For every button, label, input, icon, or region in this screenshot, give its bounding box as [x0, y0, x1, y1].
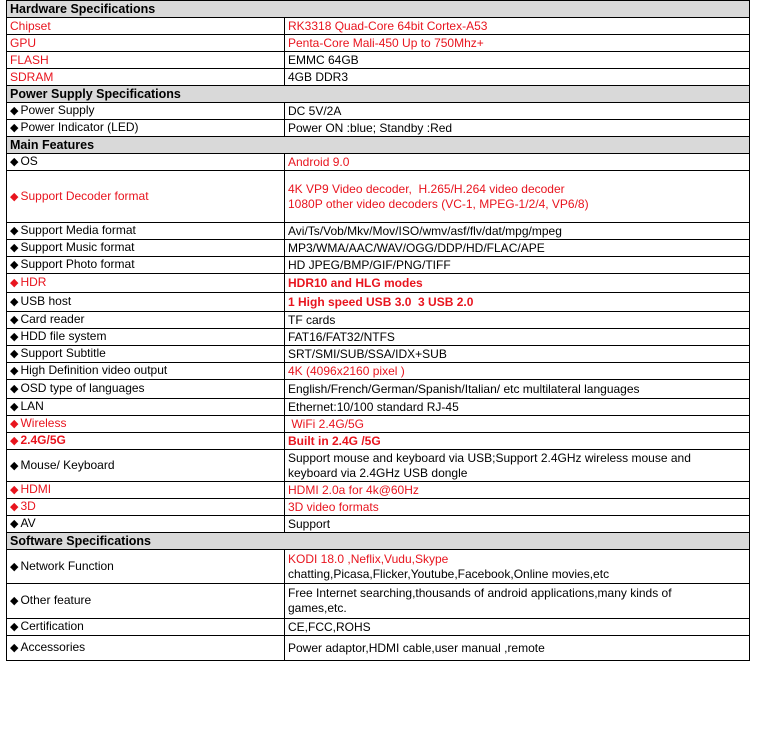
section-title: Main Features — [7, 137, 750, 154]
spec-value-cell — [285, 450, 750, 482]
spec-label: FLASH — [10, 52, 49, 67]
diamond-icon: ◆ — [10, 156, 19, 168]
spec-row — [7, 329, 750, 346]
spec-value-line: Avi/Ts/Vob/Mkv/Mov/ISO/wmv/asf/flv/dat/mpg/mpeg — [288, 223, 562, 238]
spec-row — [7, 346, 750, 363]
spec-label-cell — [7, 380, 285, 399]
spec-value-cell — [285, 482, 750, 499]
spec-value-line: Penta-Core Mali-450 Up to 750Mhz+ — [288, 35, 484, 50]
spec-label: Network Function — [20, 558, 114, 573]
diamond-icon: ◆ — [10, 225, 19, 237]
spec-value-line: RK3318 Quad-Core 64bit Cortex-A53 — [288, 18, 488, 33]
spec-table — [6, 0, 750, 661]
spec-row — [7, 103, 750, 120]
spec-value-cell — [285, 154, 750, 171]
spec-value-cell — [285, 363, 750, 380]
spec-row — [7, 154, 750, 171]
diamond-icon: ◆ — [10, 642, 19, 654]
spec-value-cell — [285, 274, 750, 293]
spec-label-cell — [7, 257, 285, 274]
diamond-icon: ◆ — [10, 190, 19, 203]
section-title: Software Specifications — [7, 533, 750, 550]
diamond-icon: ◆ — [10, 314, 19, 326]
spec-value-line: 4GB DDR3 — [288, 69, 349, 84]
spec-label-cell — [7, 154, 285, 171]
spec-label: 3D — [20, 499, 36, 513]
spec-label: Mouse/ Keyboard — [20, 457, 115, 472]
spec-label-cell — [7, 416, 285, 433]
spec-row — [7, 399, 750, 416]
spec-table-body — [7, 1, 750, 661]
spec-row — [7, 363, 750, 380]
spec-label: Support Photo format — [20, 257, 135, 271]
spec-label-cell — [7, 293, 285, 312]
diamond-icon: ◆ — [10, 122, 19, 134]
spec-label-cell — [7, 433, 285, 450]
diamond-icon: ◆ — [10, 418, 19, 430]
spec-label: OSD type of languages — [20, 381, 145, 395]
spec-value-line: MP3/WMA/AAC/WAV/OGG/DDP/HD/FLAC/APE — [288, 240, 545, 255]
spec-label: Power Supply — [20, 103, 95, 117]
diamond-icon: ◆ — [10, 365, 19, 377]
spec-label-cell — [7, 499, 285, 516]
spec-label-cell — [7, 619, 285, 636]
spec-value-cell — [285, 399, 750, 416]
spec-row — [7, 18, 750, 35]
spec-label: Support Media format — [20, 223, 136, 237]
spec-label-cell — [7, 399, 285, 416]
diamond-icon: ◆ — [10, 383, 19, 395]
spec-label-cell — [7, 120, 285, 137]
spec-label-cell — [7, 52, 285, 69]
diamond-icon: ◆ — [10, 560, 19, 573]
spec-value-line: HDMI 2.0a for 4k@60Hz — [288, 482, 419, 497]
spec-label: Certification — [20, 619, 84, 633]
spec-row — [7, 433, 750, 450]
spec-value-cell — [285, 499, 750, 516]
spec-label: Other feature — [20, 593, 92, 607]
spec-value-line: games,etc. — [288, 601, 347, 615]
diamond-icon: ◆ — [10, 621, 19, 633]
diamond-icon: ◆ — [10, 348, 19, 360]
diamond-icon: ◆ — [10, 259, 19, 271]
spec-value-cell — [285, 433, 750, 450]
diamond-icon: ◆ — [10, 401, 19, 413]
spec-value-line: Power adaptor,HDMI cable,user manual ,remote — [288, 640, 545, 655]
spec-label: HDD file system — [20, 329, 107, 343]
spec-value-line: 1 High speed USB 3.0 3 USB 2.0 — [288, 294, 474, 309]
diamond-icon: ◆ — [10, 501, 19, 513]
spec-value-line: chatting,Picasa,Flicker,Youtube,Facebook,Online movies,etc — [288, 566, 610, 581]
spec-value-line: Power ON :blue; Standby :Red — [288, 120, 453, 135]
spec-value-cell — [285, 346, 750, 363]
diamond-icon: ◆ — [10, 277, 19, 289]
spec-row — [7, 171, 750, 223]
section-header — [7, 1, 750, 18]
spec-value-line: 3D video formats — [288, 499, 379, 514]
spec-row — [7, 274, 750, 293]
spec-label-cell — [7, 103, 285, 120]
section-title: Hardware Specifications — [7, 1, 750, 18]
spec-label: Chipset — [10, 18, 51, 33]
spec-label: SDRAM — [10, 69, 54, 84]
spec-value-line: HD JPEG/BMP/GIF/PNG/TIFF — [288, 257, 451, 272]
spec-label: HDMI — [20, 482, 52, 496]
spec-value-line: CE,FCC,ROHS — [288, 619, 371, 634]
spec-label: GPU — [10, 35, 37, 50]
spec-label: Support Subtitle — [20, 346, 106, 360]
section-header — [7, 137, 750, 154]
spec-label: Accessories — [20, 640, 86, 654]
spec-label: Support Decoder format — [20, 188, 149, 203]
spec-row — [7, 120, 750, 137]
spec-label-cell — [7, 223, 285, 240]
spec-row — [7, 52, 750, 69]
spec-row — [7, 257, 750, 274]
spec-value-line: Ethernet:10/100 standard RJ-45 — [288, 399, 459, 414]
spec-value-line: EMMC 64GB — [288, 52, 359, 67]
spec-label-cell — [7, 240, 285, 257]
spec-row — [7, 584, 750, 619]
spec-value-cell — [285, 516, 750, 533]
spec-label-cell — [7, 35, 285, 52]
diamond-icon: ◆ — [10, 331, 19, 343]
spec-value-cell — [285, 103, 750, 120]
spec-value-line: Support mouse and keyboard via USB;Support 2.4GHz wireless mouse and — [288, 450, 691, 465]
spec-value-line: Built in 2.4G /5G — [288, 433, 381, 448]
spec-value-cell — [285, 69, 750, 86]
spec-row — [7, 69, 750, 86]
spec-label: Power Indicator (LED) — [20, 120, 139, 134]
spec-label-cell — [7, 450, 285, 482]
spec-value-line: KODI 18.0 ,Neflix,Vudu,Skype — [288, 551, 449, 566]
diamond-icon: ◆ — [10, 242, 19, 254]
spec-label: AV — [20, 516, 36, 530]
spec-value-line: FAT16/FAT32/NTFS — [288, 329, 395, 344]
spec-label: Wireless — [20, 416, 67, 430]
spec-value-line: Support — [288, 516, 331, 531]
spec-row — [7, 35, 750, 52]
spec-label-cell — [7, 69, 285, 86]
spec-value-cell — [285, 380, 750, 399]
spec-label-cell — [7, 516, 285, 533]
section-title: Power Supply Specifications — [7, 86, 750, 103]
diamond-icon: ◆ — [10, 296, 19, 308]
spec-row — [7, 499, 750, 516]
spec-value-cell — [285, 257, 750, 274]
spec-value-line: DC 5V/2A — [288, 103, 342, 118]
spec-value-cell — [285, 120, 750, 137]
spec-row — [7, 482, 750, 499]
spec-label-cell — [7, 171, 285, 223]
spec-value-line: HDR10 and HLG modes — [288, 275, 423, 290]
spec-label: High Definition video output — [20, 363, 168, 377]
spec-value-cell — [285, 636, 750, 661]
spec-value-cell — [285, 52, 750, 69]
spec-value-cell — [285, 584, 750, 619]
diamond-icon: ◆ — [10, 459, 19, 472]
spec-value-cell — [285, 619, 750, 636]
spec-row — [7, 416, 750, 433]
spec-label: Card reader — [20, 312, 85, 326]
diamond-icon: ◆ — [10, 435, 19, 447]
spec-value-line: Free Internet searching,thousands of android applications,many kinds of — [288, 586, 672, 600]
spec-value-cell — [285, 240, 750, 257]
spec-row — [7, 240, 750, 257]
spec-value-line: TF cards — [288, 312, 336, 327]
spec-value-line: Android 9.0 — [288, 154, 350, 169]
spec-value-cell — [285, 35, 750, 52]
spec-row — [7, 223, 750, 240]
spec-row — [7, 619, 750, 636]
diamond-icon: ◆ — [10, 105, 19, 117]
diamond-icon: ◆ — [10, 484, 19, 496]
spec-label-cell — [7, 636, 285, 661]
spec-label: HDR — [20, 275, 47, 289]
spec-label-cell — [7, 584, 285, 619]
spec-row — [7, 516, 750, 533]
spec-value-cell — [285, 312, 750, 329]
spec-label-cell — [7, 482, 285, 499]
spec-value-cell — [285, 223, 750, 240]
spec-label: Support Music format — [20, 240, 135, 254]
spec-row — [7, 550, 750, 584]
spec-value-line: 4K (4096x2160 pixel ) — [288, 363, 405, 378]
spec-value-line: WiFi 2.4G/5G — [288, 416, 365, 431]
spec-label: USB host — [20, 294, 72, 308]
spec-value-line: 1080P other video decoders (VC-1, MPEG-1/2/4, VP6/8) — [288, 196, 589, 211]
spec-value-line: keyboard via 2.4GHz USB dongle — [288, 465, 468, 480]
spec-label-cell — [7, 363, 285, 380]
spec-value-line: SRT/SMI/SUB/SSA/IDX+SUB — [288, 346, 447, 361]
spec-value-line: English/French/German/Spanish/Italian/ etc multilateral languages — [288, 381, 640, 396]
spec-value-cell — [285, 550, 750, 584]
spec-value-cell — [285, 171, 750, 223]
section-header — [7, 86, 750, 103]
spec-value-cell — [285, 293, 750, 312]
spec-label-cell — [7, 312, 285, 329]
spec-row — [7, 450, 750, 482]
spec-row — [7, 293, 750, 312]
spec-label-cell — [7, 274, 285, 293]
spec-label: 2.4G/5G — [20, 433, 66, 447]
spec-label-cell — [7, 329, 285, 346]
spec-value-cell — [285, 18, 750, 35]
diamond-icon: ◆ — [10, 595, 19, 607]
diamond-icon: ◆ — [10, 518, 19, 530]
spec-value-cell — [285, 329, 750, 346]
spec-value-line: 4K VP9 Video decoder, H.265/H.264 video decoder — [288, 181, 565, 196]
spec-label: OS — [20, 154, 38, 168]
spec-label-cell — [7, 346, 285, 363]
spec-row — [7, 380, 750, 399]
section-header — [7, 533, 750, 550]
spec-row — [7, 312, 750, 329]
spec-label-cell — [7, 550, 285, 584]
spec-label-cell — [7, 18, 285, 35]
spec-label: LAN — [20, 399, 44, 413]
spec-row — [7, 636, 750, 661]
spec-value-cell — [285, 416, 750, 433]
